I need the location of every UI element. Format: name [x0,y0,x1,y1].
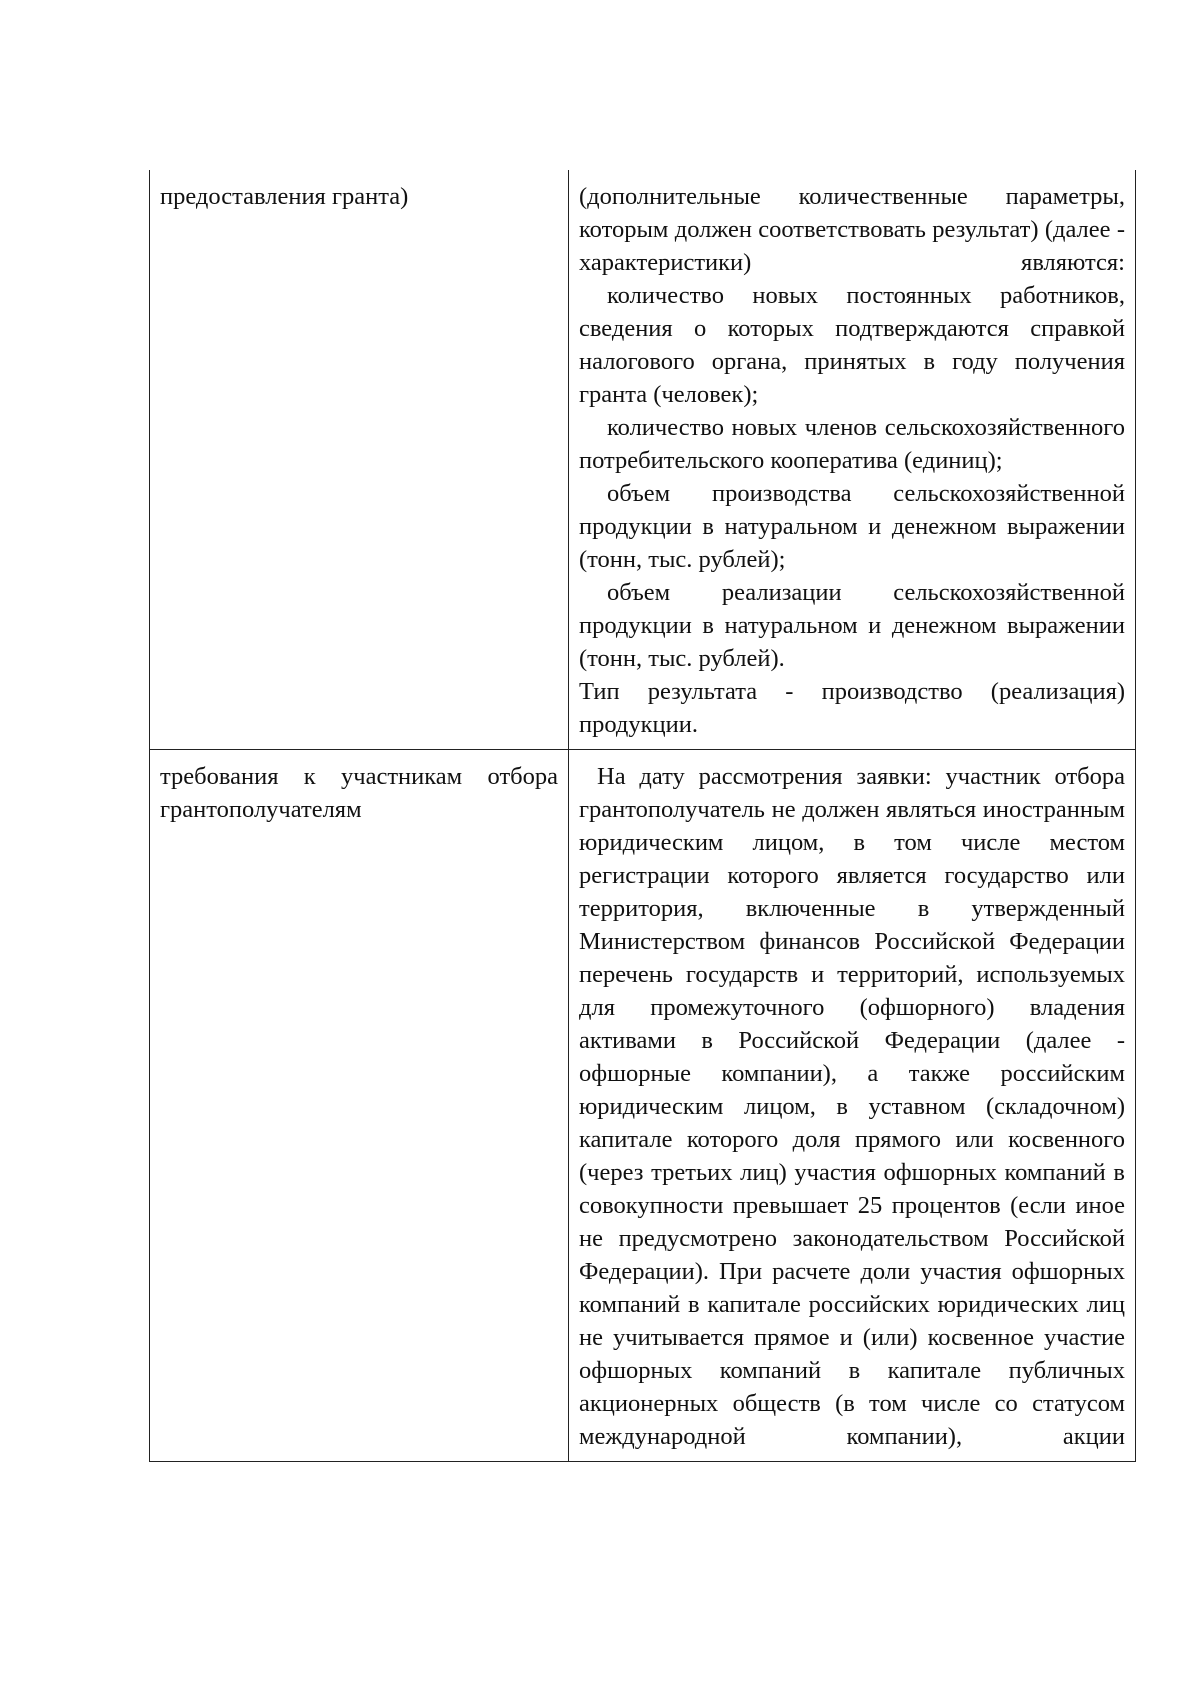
grant-conditions-table [149,170,1136,1462]
paragraph: (дополнительные количественные параметры, которым должен соответствовать результат) (далее - характеристики) являются: [579,183,1125,276]
table-cell-content [569,170,1136,750]
paragraph: На дату рассмотрения заявки: участник отбора грантополучатель не должен являться иностранным юридическим лицом, в том числе местом регистрации которого является государство или территория, включенные в утвержденный Министерством финансов Российской Федерации перечень государств и территорий, используемых для промежуточного (офшорного) владения активами в Российской Федерации (далее - офшорные компании), а также российским юридическим лицом, в уставном (складочном) капитале которого доля прямого или косвенного (через третьих лиц) участия офшорных компаний в совокупности превышает 25 процентов (если иное не предусмотрено законодательством Российской Федерации). При расчете доли участия офшорных компаний в капитале российских юридических лиц не учитывается прямое и (или) косвенное участие офшорных компаний в капитале публичных акционерных обществ (в том числе со статусом международной компании), акции [579,763,1125,1450]
row-label: требования к участникам отбора грантополучателям [160,763,558,823]
table-row [150,750,1136,1462]
paragraph: объем производства сельскохозяйственной продукции в натуральном и денежном выражении (тонн, тыс. рублей); [579,480,1125,573]
table-cell-content [569,750,1136,1462]
row-label: предоставления гранта) [160,183,409,210]
paragraph: количество новых постоянных работников, сведения о которых подтверждаются справкой налогового органа, принятых в году получения гранта (человек); [579,282,1125,408]
paragraph: Тип результата - производство (реализация) продукции. [579,678,1125,738]
paragraph: количество новых членов сельскохозяйственного потребительского кооператива (единиц); [579,414,1125,474]
table-row [150,170,1136,750]
paragraph: объем реализации сельскохозяйственной продукции в натуральном и денежном выражении (тонн, тыс. рублей). [579,579,1125,672]
table-cell-label [150,750,569,1462]
table-cell-label [150,170,569,750]
